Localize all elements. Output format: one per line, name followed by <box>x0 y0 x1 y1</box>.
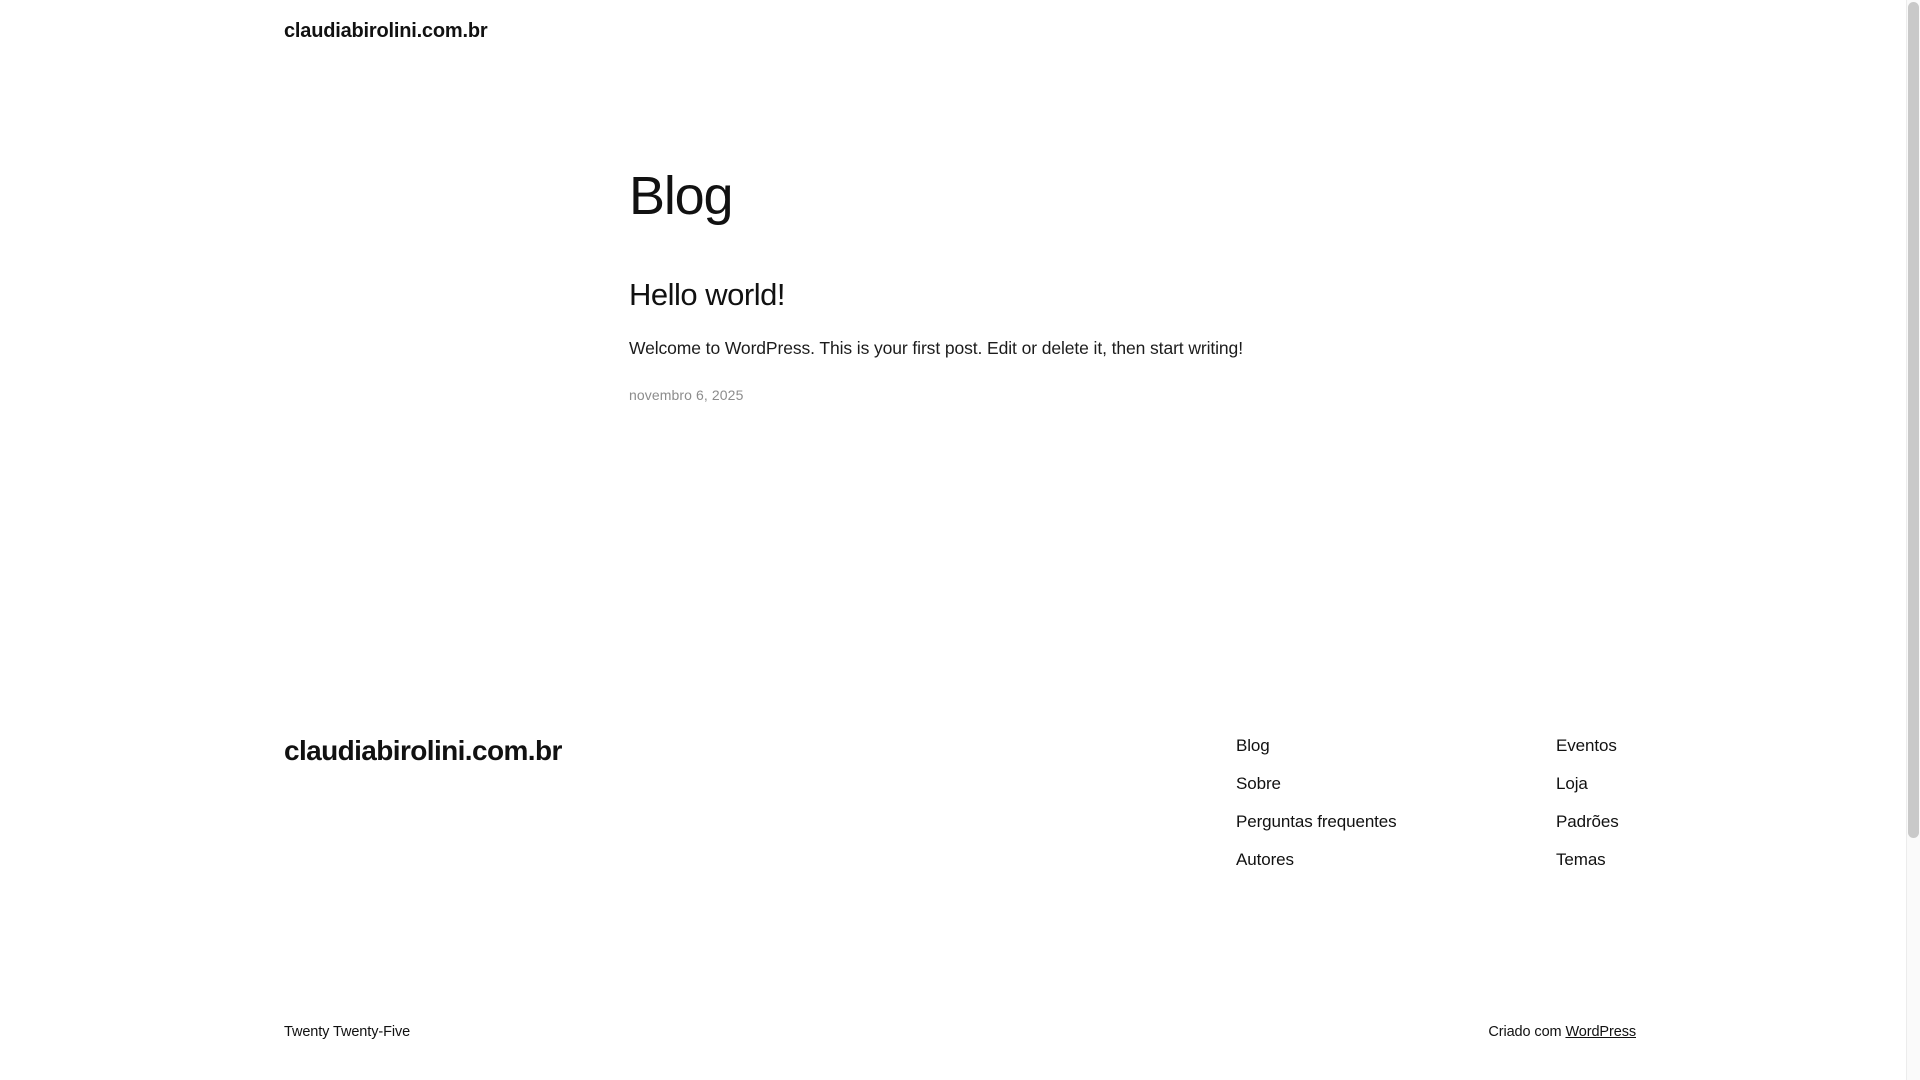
site-title-link[interactable]: claudiabirolini.com.br <box>284 20 488 42</box>
footer-link-blog[interactable]: Blog <box>1236 736 1270 755</box>
footer-credit-prefix: Criado com <box>1488 1024 1566 1040</box>
footer-link-perguntas-frequentes[interactable]: Perguntas frequentes <box>1236 812 1397 831</box>
footer-nav-column-2 <box>1556 737 1619 868</box>
footer-link-sobre[interactable]: Sobre <box>1236 774 1281 793</box>
footer-link-padroes[interactable]: Padrões <box>1556 812 1619 831</box>
vertical-scrollbar[interactable] <box>1906 0 1920 1080</box>
post-title <box>629 276 1529 313</box>
footer-link-autores[interactable]: Autores <box>1236 850 1294 869</box>
post-list-item <box>629 276 1529 403</box>
vertical-scrollbar-thumb[interactable] <box>1908 2 1919 838</box>
page-title: Blog <box>629 166 733 227</box>
post-date: novembro 6, 2025 <box>629 387 744 404</box>
footer-link-eventos[interactable]: Eventos <box>1556 736 1617 755</box>
footer-link-loja[interactable]: Loja <box>1556 774 1588 793</box>
site-footer <box>0 700 1920 1080</box>
site-header <box>0 0 1920 42</box>
post-excerpt: Welcome to WordPress. This is your first post. Edit or delete it, then start writing! <box>629 338 1243 359</box>
footer-bottom-bar <box>0 1018 1920 1058</box>
footer-theme-name: Twenty Twenty-Five <box>284 1024 411 1040</box>
footer-credit-link[interactable]: WordPress <box>1565 1024 1636 1040</box>
footer-brand-link[interactable]: claudiabirolini.com.br <box>284 735 562 766</box>
footer-credit <box>1488 1024 1636 1040</box>
post-title-link[interactable]: Hello world! <box>629 277 785 312</box>
footer-link-temas[interactable]: Temas <box>1556 850 1606 869</box>
footer-nav-column-1 <box>1236 737 1397 868</box>
